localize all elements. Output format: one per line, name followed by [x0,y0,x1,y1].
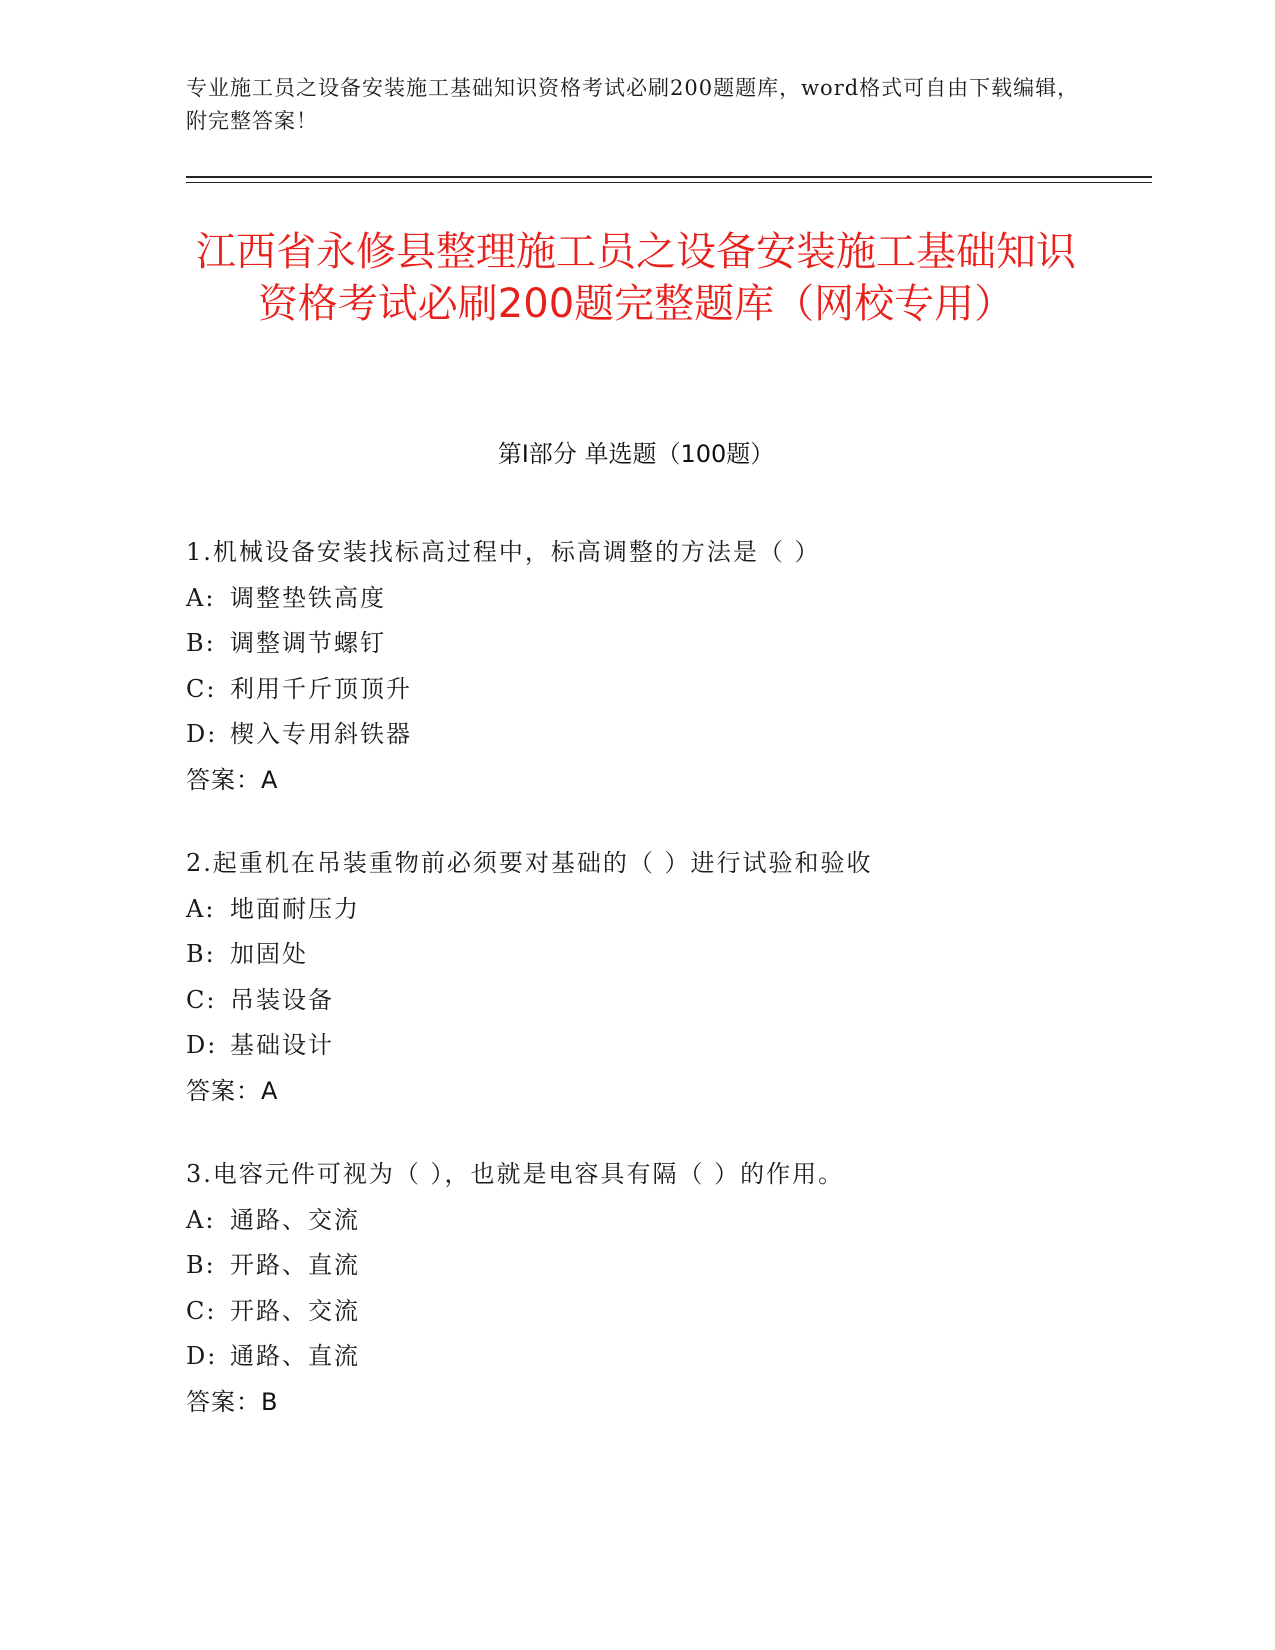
document-title: 江西省永修县整理施工员之设备安装施工基础知识资格考试必刷200题完整题库（网校专用） [196,229,1076,327]
section-title: 第I部分 单选题（100题） [497,440,775,468]
option-letter: C: [186,985,217,1014]
option-d [186,712,1136,758]
option-d [186,1334,1136,1380]
question-list [186,530,1136,1463]
option-text: 调整垫铁高度 [230,583,386,612]
option-letter: D: [186,720,218,748]
answer-line: 答案：A [186,1076,279,1105]
header-note: 专业施工员之设备安装施工基础知识资格考试必刷200题题库，word格式可自由下载编辑，附完整答案！ [186,76,1080,133]
option-letter: C: [186,674,217,703]
answer-line: 答案：B [186,1387,279,1416]
question-3 [186,1152,1136,1425]
option-text: 通路、交流 [230,1205,360,1234]
option-letter: D: [186,1031,218,1059]
option-text: 调整调节螺钉 [230,629,386,657]
option-b [186,1243,1136,1289]
option-text: 通路、直流 [230,1342,360,1370]
option-letter: A: [186,894,216,923]
option-a [186,887,1136,933]
option-b [186,932,1136,978]
question-1 [186,530,1136,803]
option-a [186,576,1136,622]
header-divider-thick [186,176,1152,178]
option-text: 基础设计 [230,1031,334,1059]
option-c [186,978,1136,1024]
question-text: 3.电容元件可视为（ ），也就是电容具有隔（ ）的作用。 [186,1160,845,1188]
option-text: 吊装设备 [230,985,334,1014]
option-letter: A: [186,1205,216,1234]
option-text: 加固处 [230,940,308,968]
option-c [186,667,1136,713]
option-letter: B: [186,629,216,657]
option-d [186,1023,1136,1069]
option-text: 利用千斤顶顶升 [230,674,412,703]
option-c [186,1289,1136,1335]
question-text: 2.起重机在吊装重物前必须要对基础的（ ）进行试验和验收 [186,849,873,877]
option-letter: C: [186,1296,217,1325]
option-text: 开路、交流 [230,1296,360,1325]
option-letter: B: [186,1251,216,1279]
question-2 [186,841,1136,1114]
option-a [186,1198,1136,1244]
answer-line: 答案：A [186,765,279,794]
header-divider-thin [186,182,1152,183]
option-text: 楔入专用斜铁器 [230,720,412,748]
option-text: 开路、直流 [230,1251,360,1279]
option-letter: D: [186,1342,218,1370]
option-letter: A: [186,583,216,612]
option-b [186,621,1136,667]
option-letter: B: [186,940,216,968]
question-text: 1.机械设备安装找标高过程中，标高调整的方法是（ ） [186,538,821,566]
option-text: 地面耐压力 [230,894,360,923]
